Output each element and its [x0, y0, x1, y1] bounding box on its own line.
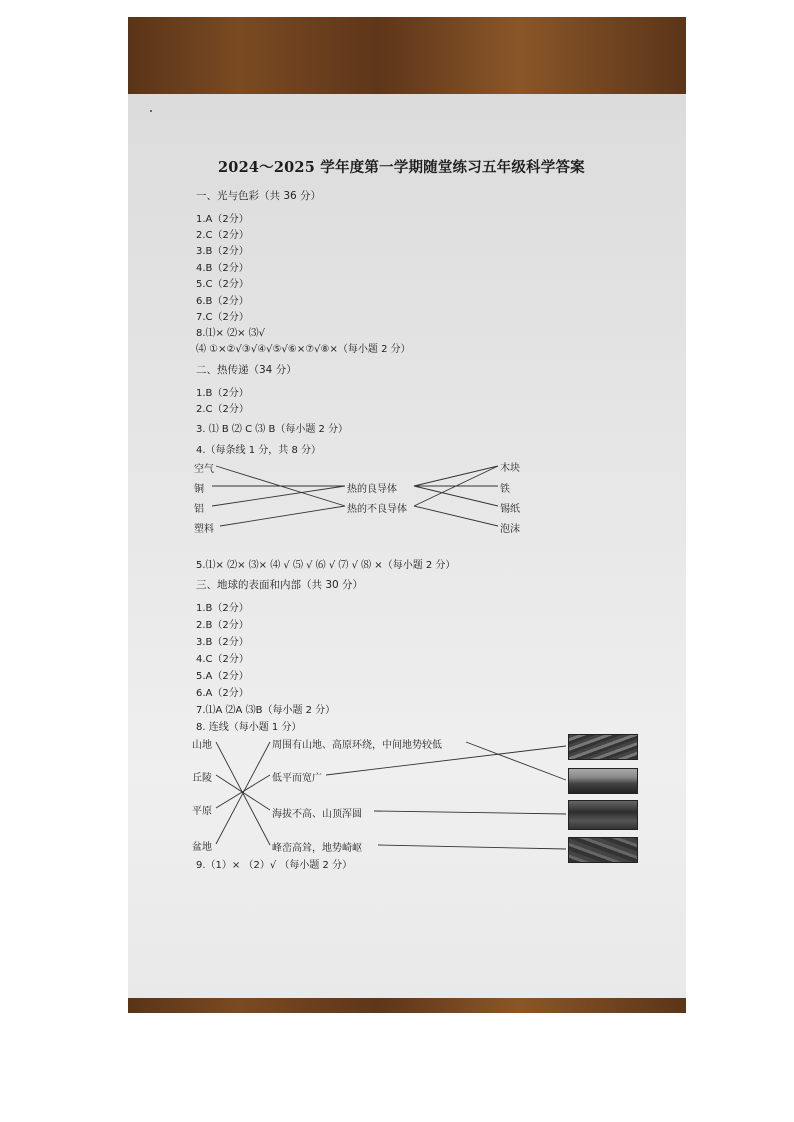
answer-2-5: 5.⑴× ⑵× ⑶× ⑷ √ ⑸ √ ⑹ √ ⑺ √ ⑻ ×（每小题 2 分）: [196, 560, 456, 571]
answer-3-2: 2.B（2分）: [196, 620, 249, 631]
material-right-2: 铁: [500, 484, 510, 495]
match-line-good-wood: [414, 466, 498, 486]
material-left-1: 空气: [194, 464, 214, 475]
description-basin: 周围有山地、高原环绕，中间地势较低: [272, 740, 442, 751]
answer-3-8-heading: 8. 连线（每小题 1 分）: [196, 722, 302, 733]
landform-plain: 平原: [192, 806, 212, 817]
answer-2-3: 3. ⑴ B ⑵ C ⑶ B（每小题 2 分）: [196, 424, 349, 435]
answer-1-7: 7.C（2分）: [196, 312, 249, 323]
answer-1-1: 1.A（2分）: [196, 214, 249, 225]
matching-lines: [128, 94, 686, 998]
answer-1-8-b: ⑷ ①×②√③√④√⑤√⑥×⑦√⑧×（每小题 2 分）: [196, 344, 411, 355]
answer-2-1: 1.B（2分）: [196, 388, 249, 399]
landform-basin: 盆地: [192, 842, 212, 853]
match-line-plastic-poor: [220, 506, 345, 526]
answer-1-2: 2.C（2分）: [196, 230, 249, 241]
answer-3-5: 5.A（2分）: [196, 671, 249, 682]
section-1-heading: 一、光与色彩（共 36 分）: [196, 190, 322, 202]
match-line-poor-foam: [414, 506, 498, 526]
description-plain: 低平而宽广: [272, 773, 322, 784]
material-left-3: 铝: [194, 504, 204, 515]
landform-hills: 丘陵: [192, 773, 212, 784]
material-left-2: 铜: [194, 484, 204, 495]
material-left-4: 塑料: [194, 524, 214, 535]
section-2-heading: 二、热传递（34 分）: [196, 364, 297, 376]
match-line-desc-hills: [374, 811, 566, 814]
answer-3-6: 6.A（2分）: [196, 688, 249, 699]
landform-mountain: 山地: [192, 740, 212, 751]
answer-1-5: 5.C（2分）: [196, 279, 249, 290]
answer-1-3: 3.B（2分）: [196, 246, 249, 257]
match-line-desc-mountain: [378, 845, 566, 849]
answer-3-4: 4.C（2分）: [196, 654, 249, 665]
answer-3-9: 9.（1）× （2）√ （每小题 2 分）: [196, 860, 353, 871]
answer-2-4-heading: 4.（每条线 1 分，共 8 分）: [196, 445, 321, 456]
conductor-good: 热的良导体: [347, 484, 397, 495]
answer-3-1: 1.B（2分）: [196, 603, 249, 614]
match-line-good-foil: [414, 486, 498, 506]
section-3-heading: 三、地球的表面和内部（共 30 分）: [196, 579, 364, 591]
answer-1-4: 4.B（2分）: [196, 263, 249, 274]
description-mountain: 峰峦高耸，地势崎岖: [272, 843, 362, 854]
answer-1-6: 6.B（2分）: [196, 296, 249, 307]
description-hills: 海拔不高、山顶浑圆: [272, 809, 362, 820]
material-right-1: 木块: [500, 463, 520, 474]
answer-3-3: 3.B（2分）: [196, 637, 249, 648]
answer-sheet-paper: [128, 94, 686, 998]
material-right-4: 泡沫: [500, 524, 520, 535]
match-line-desc-plain: [326, 746, 566, 775]
material-right-3: 锡纸: [500, 504, 520, 515]
document-title: 2024～2025 学年度第一学期随堂练习五年级科学答案: [218, 159, 585, 176]
answer-3-7: 7.⑴A ⑵A ⑶B（每小题 2 分）: [196, 705, 336, 716]
answer-1-8-a: 8.⑴× ⑵× ⑶√: [196, 328, 266, 339]
answer-2-2: 2.C（2分）: [196, 404, 249, 415]
conductor-poor: 热的不良导体: [347, 504, 407, 515]
match-line-aluminum-good: [212, 486, 345, 506]
